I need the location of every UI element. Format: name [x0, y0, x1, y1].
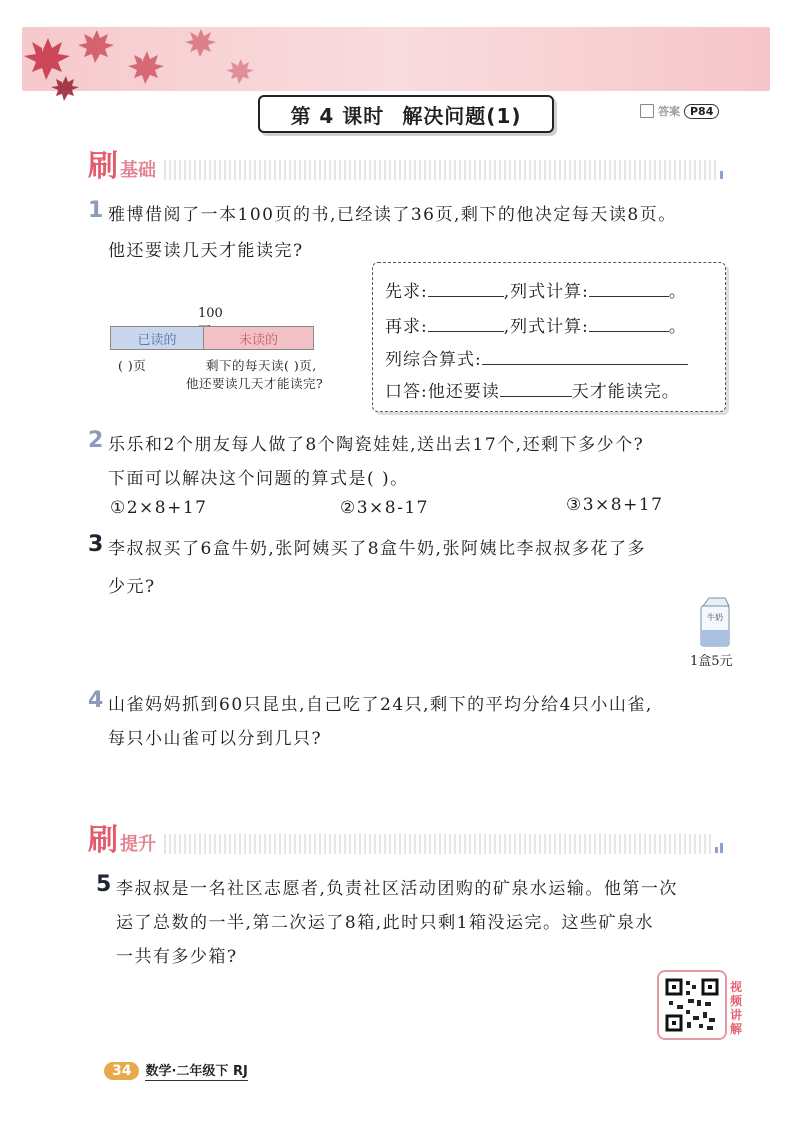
answer-blank[interactable] [428, 280, 504, 297]
answer-blank[interactable] [482, 348, 688, 365]
option-2[interactable]: ②3×8-17 [340, 498, 429, 518]
answer-blank[interactable] [589, 280, 669, 297]
diagram-question: 他还要读几天才能读完? [186, 376, 324, 391]
unread-segment: 未读的 [204, 327, 313, 349]
question-text: 每只小山雀可以分到几只? [108, 729, 323, 749]
period: 。 [668, 317, 687, 337]
combined-formula-label: 列综合算式: [385, 350, 482, 370]
answer-blank[interactable] [500, 380, 572, 397]
question-text: 乐乐和2个朋友每人做了8个陶瓷娃娃,送出去17个,还剩下多少个? [108, 435, 645, 455]
question-text: 李叔叔是一名社区志愿者,负责社区活动团购的矿泉水运输。他第一次 [116, 879, 678, 899]
question-text: 下面可以解决这个问题的算式是( )。 [108, 469, 409, 489]
read-segment: 已读的 [111, 327, 204, 349]
calc-label: ,列式计算: [503, 317, 589, 337]
milk-price: 1盒5元 [690, 654, 733, 669]
first-step-label: 先求: [385, 282, 428, 302]
signal-bars-icon [715, 843, 723, 853]
period: 。 [668, 282, 687, 302]
question-text: 他还要读几天才能读完? [108, 241, 304, 261]
oral-answer-label: 口答:他还要读 [385, 382, 500, 402]
answer-page-ref[interactable] [640, 103, 719, 119]
milk-label: 牛奶 [707, 613, 723, 622]
answer-blank[interactable] [589, 315, 669, 332]
footer-subject: 数学·二年级下 RJ [145, 1060, 247, 1081]
page-number: 34 [104, 1062, 139, 1080]
section-label: 提升 [120, 834, 156, 855]
section-prefix: 刷 [88, 823, 118, 858]
answer-mark: 答案 [658, 105, 680, 118]
second-step-label: 再求: [385, 317, 428, 337]
answer-blank[interactable] [428, 315, 504, 332]
qr-code[interactable] [657, 970, 727, 1040]
total-pages-label: 100 [198, 306, 223, 321]
section-basic [88, 146, 723, 182]
lesson-title: 解决问题(1) [402, 103, 522, 128]
milk-carton-icon [697, 596, 733, 648]
section-label: 基础 [120, 160, 156, 181]
question-number: 5 [96, 872, 112, 897]
oral-answer-end: 天才能读完。 [571, 382, 680, 402]
section-prefix: 刷 [88, 149, 118, 184]
page-footer [104, 1060, 248, 1081]
maple-leaf-icon [22, 22, 272, 102]
pages-bar [110, 326, 314, 350]
answer-page-number: P84 [684, 104, 719, 119]
video-explain-label: 视频讲解 [729, 980, 742, 1036]
book-icon [640, 104, 654, 118]
section-divider [164, 160, 716, 180]
question-text: 一共有多少箱? [116, 947, 238, 967]
option-1[interactable]: ①2×8+17 [110, 498, 208, 518]
fill-in-box [372, 262, 726, 412]
question-text: 雅博借阅了一本100页的书,已经读了36页,剩下的他决定每天读8页。 [108, 205, 677, 225]
question-text: 李叔叔买了6盒牛奶,张阿姨买了8盒牛奶,张阿姨比李叔叔多花了多 [108, 539, 646, 559]
lesson-number: 第 4 课时 [290, 103, 385, 128]
daily-pages-text: 剩下的每天读( )页, [206, 358, 317, 373]
question-text: 运了总数的一半,第二次运了8箱,此时只剩1箱没运完。这些矿泉水 [116, 913, 654, 933]
question-number: 2 [88, 428, 104, 453]
question-text: 少元? [108, 577, 156, 597]
question-number: 3 [88, 532, 104, 557]
question-text: 山雀妈妈抓到60只昆虫,自己吃了24只,剩下的平均分给4只小山雀, [108, 695, 653, 715]
option-3[interactable]: ③3×8+17 [566, 495, 664, 515]
qr-code-icon [659, 972, 725, 1038]
lesson-title-box [258, 95, 554, 133]
section-divider [164, 834, 711, 854]
read-pages-blank: ( )页 [118, 358, 147, 373]
section-advanced [88, 820, 723, 856]
calc-label: ,列式计算: [503, 282, 589, 302]
question-number: 4 [88, 688, 104, 713]
question-number: 1 [88, 198, 104, 223]
signal-bars-icon [720, 171, 723, 179]
